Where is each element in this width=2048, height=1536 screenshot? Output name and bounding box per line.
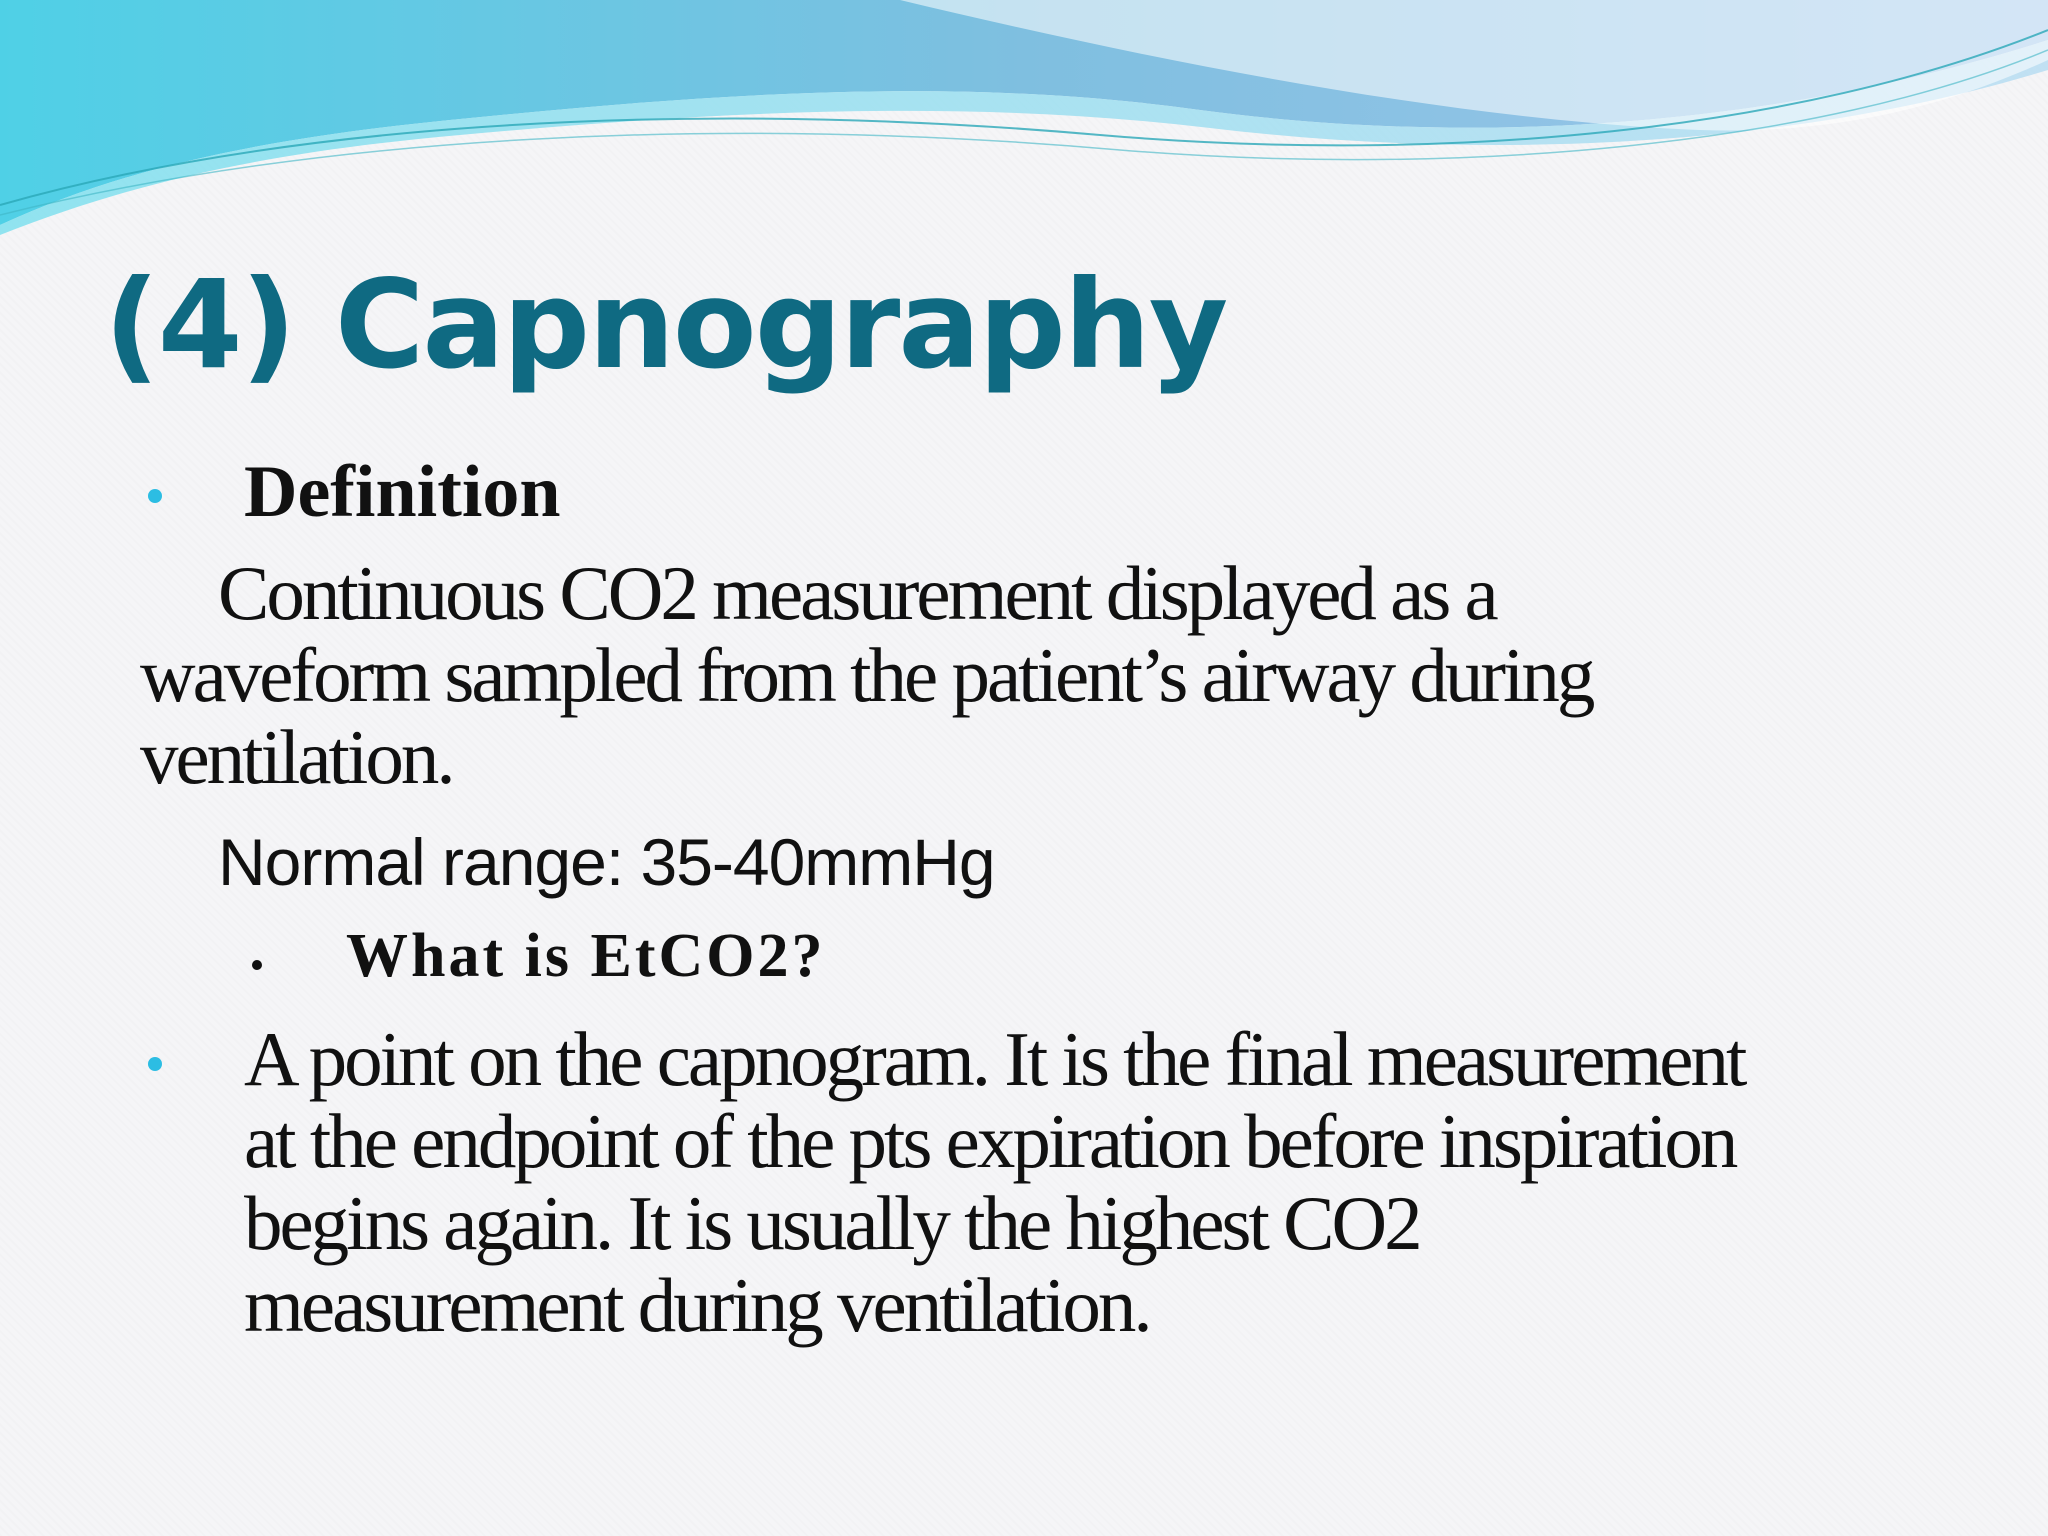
definition-text: [140, 552, 1980, 798]
definition-line: Continuous CO2 measurement displayed as a: [218, 550, 1496, 636]
definition-line: waveform sampled from the patient’s airway during: [140, 632, 1593, 718]
etco2-question: What is EtCO2?: [346, 922, 826, 990]
etco2-line: A point on the capnogram. It is the final measurement: [244, 1016, 1745, 1102]
definition-label: Definition: [244, 451, 561, 533]
etco2-answer-text: [244, 1018, 2004, 1346]
header-wave-decoration: [0, 0, 2048, 240]
slide-title: (4) Capnography: [104, 254, 1227, 396]
bullet-etco2-answer: [148, 1057, 162, 1071]
definition-line: ventilation.: [140, 714, 453, 800]
etco2-line: begins again. It is usually the highest CO2: [244, 1180, 1420, 1266]
etco2-line: at the endpoint of the pts expiration before inspiration: [244, 1098, 1736, 1184]
bullet-definition: [148, 489, 162, 503]
etco2-line: measurement during ventilation.: [244, 1262, 1150, 1348]
normal-range-text: Normal range: 35-40mmHg: [218, 825, 995, 899]
bullet-etco2-question: [252, 960, 262, 970]
